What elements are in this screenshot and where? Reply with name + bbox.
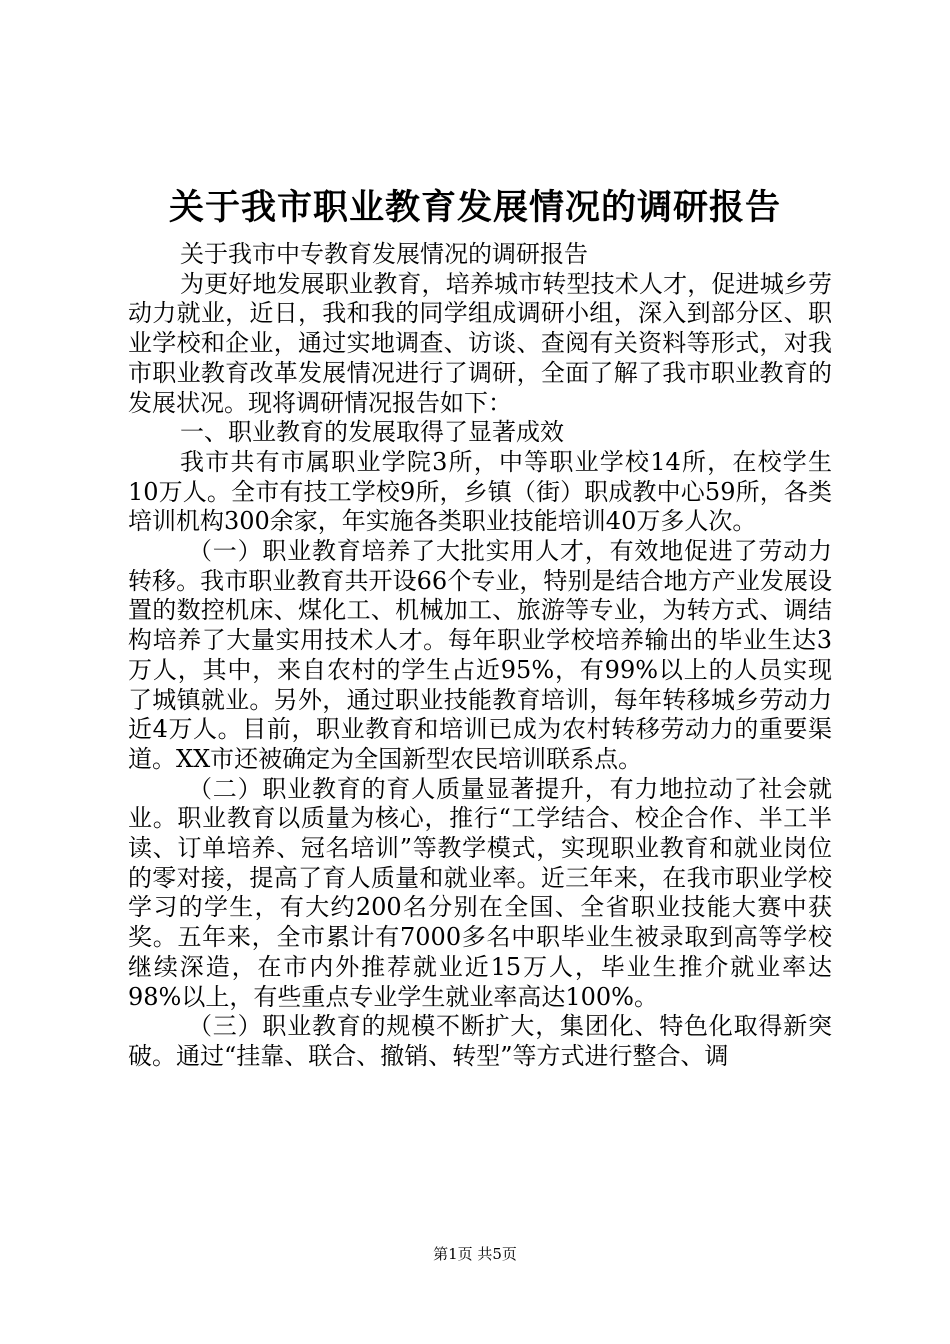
intro-paragraph: 为更好地发展职业教育，培养城市转型技术人才，促进城乡劳动力就业，近日，我和我的同学组成调研小组，深入到部分区、职业学校和企业，通过实地调查、访谈、查阅有关资料等形式，对我市职业教育改革发展情况进行了调研，全面了解了我市职业教育的发展状况。现将调研情况报告如下：: [128, 269, 832, 417]
document-body: [128, 240, 832, 1072]
point-one-paragraph: （一）职业教育培养了大批实用人才，有效地促进了劳动力转移。我市职业教育共开设66个专业，特别是结合地方产业发展设置的数控机床、煤化工、机械加工、旅游等专业，为转方式、调结构培养了大量实用技术人才。每年职业学校培养输出的毕业生达3万人，其中，来自农村的学生占近95%，有99%以上的人员实现了城镇就业。另外，通过职业技能教育培训，每年转移城乡劳动力近4万人。目前，职业教育和培训已成为农村转移劳动力的重要渠道。XX市还被确定为全国新型农民培训联系点。: [128, 537, 832, 773]
subtitle-paragraph: 关于我市中专教育发展情况的调研报告: [180, 240, 588, 268]
document-title: 关于我市职业教育发展情况的调研报告: [168, 187, 781, 228]
statistics-paragraph: 我市共有市属职业学院3所，中等职业学校14所，在校学生10万人。全市有技工学校9所，乡镇（街）职成教中心59所，各类培训机构300余家，年实施各类职业技能培训40万多人次。: [128, 447, 832, 536]
page-footer: 第1页 共5页: [433, 1245, 517, 1263]
section-heading: 一、职业教育的发展取得了显著成效: [180, 418, 564, 447]
point-three-paragraph: （三）职业教育的规模不断扩大，集团化、特色化取得新突破。通过“挂靠、联合、撤销、转型”等方式进行整合、调: [128, 1012, 832, 1070]
point-two-paragraph: （二）职业教育的育人质量显著提升，有力地拉动了社会就业。职业教育以质量为核心，推行“工学结合、校企合作、半工半读、订单培养、冠名培训”等教学模式，实现职业教育和就业岗位的零对接，提高了育人质量和就业率。近三年来，在我市职业学校学习的学生，有大约200名分别在全国、全省职业技能大赛中获奖。五年来，全市累计有7000多名中职毕业生被录取到高等学校继续深造，在市内外推荐就业近15万人，毕业生推介就业率达98%以上，有些重点专业学生就业率高达100%。: [128, 774, 832, 1011]
